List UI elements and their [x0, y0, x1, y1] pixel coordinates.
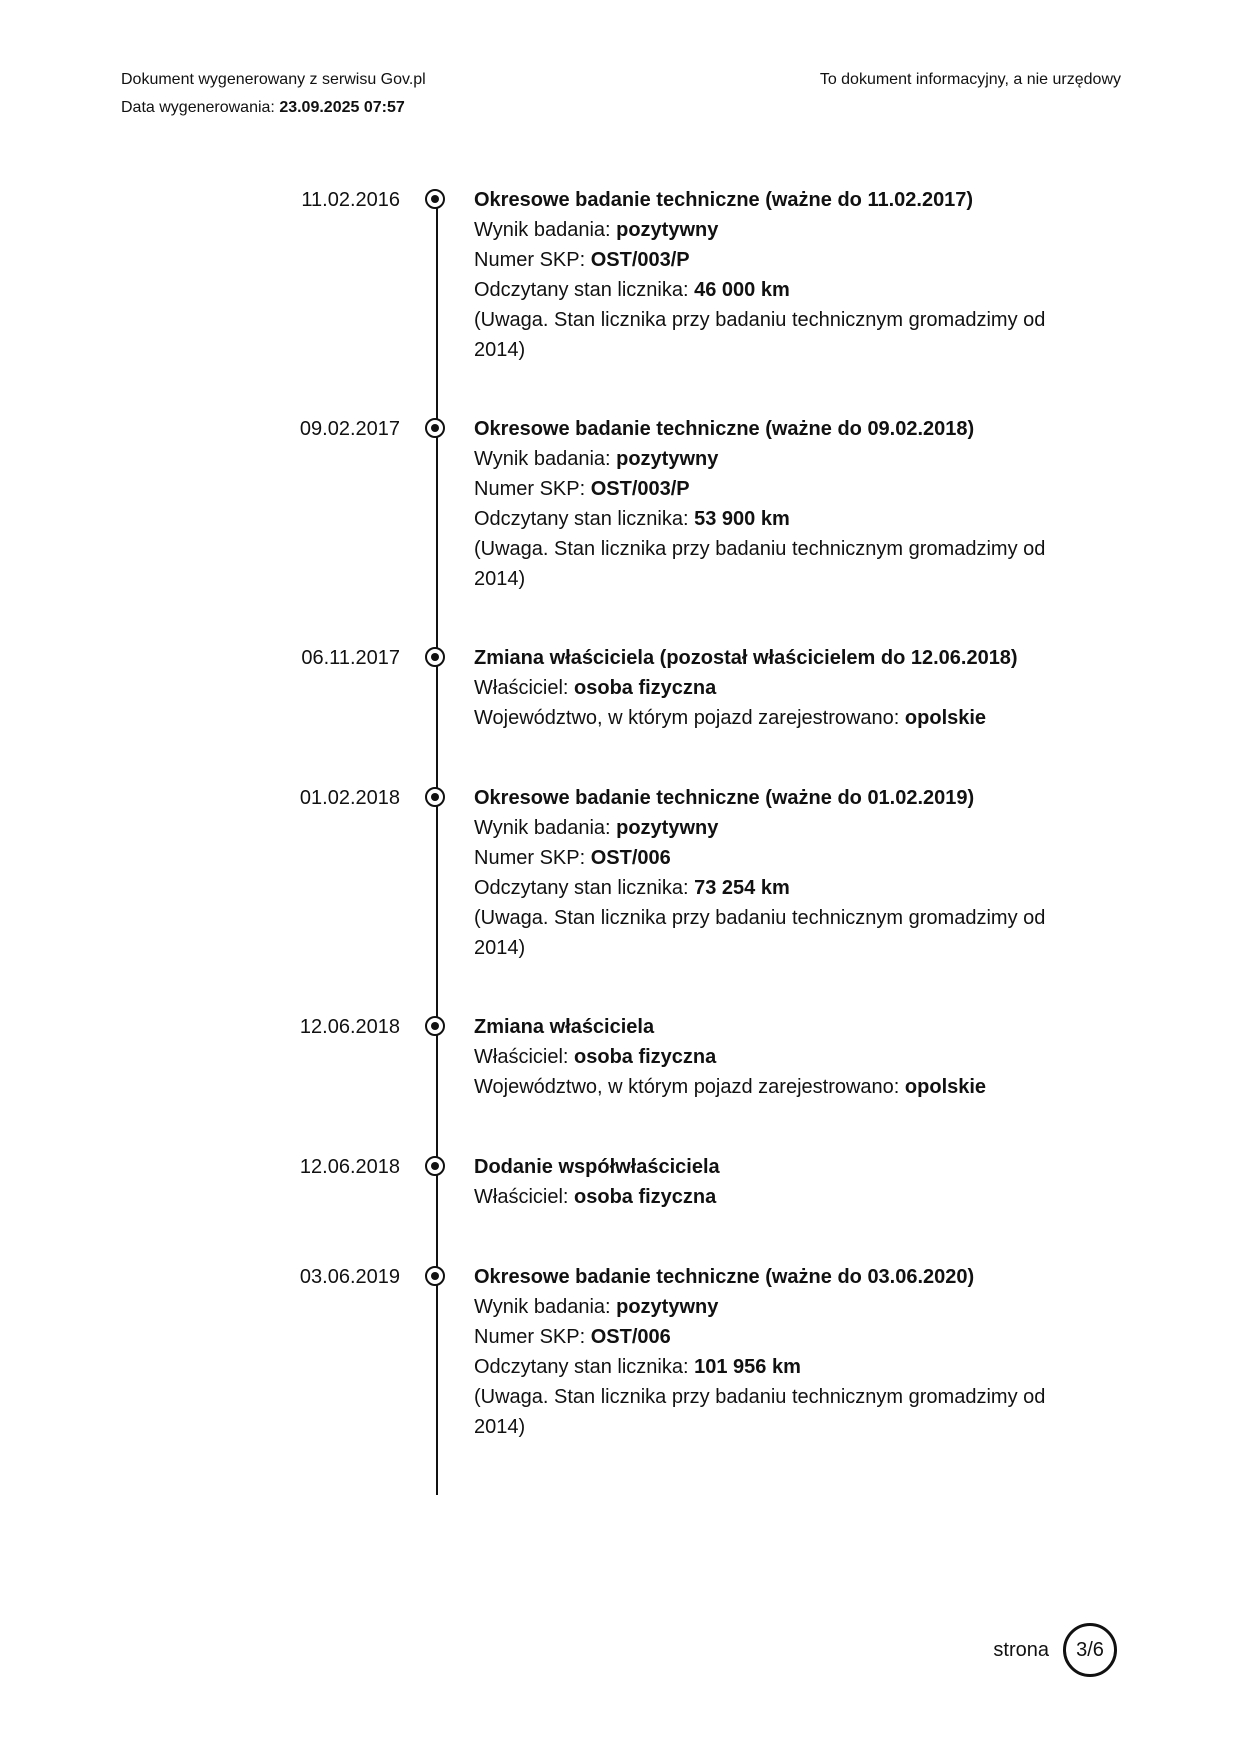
registration-region: Województwo, w którym pojazd zarejestrowano: opolskie [474, 707, 987, 729]
odometer-note: (Uwaga. Stan licznika przy badaniu technicznym gromadzimy od 2014) [474, 538, 1046, 590]
entry-content [474, 783, 1074, 963]
timeline-dot-icon [425, 189, 445, 209]
timeline-dot-icon [425, 418, 445, 438]
odometer-reading: Odczytany stan licznika: 53 900 km [474, 508, 790, 530]
entry-title: Okresowe badanie techniczne (ważne do 03.06.2020) [474, 1266, 975, 1288]
odometer-reading: Odczytany stan licznika: 101 956 km [474, 1356, 801, 1378]
entry-title: Zmiana właściciela (pozostał właścicielem do 12.06.2018) [474, 647, 1018, 669]
entry-date: 12.06.2018 [299, 1156, 400, 1178]
entry-date: 03.06.2019 [299, 1266, 400, 1288]
source-text: Dokument wygenerowany z serwisu Gov.pl [121, 71, 426, 88]
timeline-dot-icon [425, 647, 445, 667]
odometer-reading: Odczytany stan licznika: 73 254 km [474, 877, 790, 899]
owner-type: Właściciel: osoba fizyczna [474, 677, 717, 699]
owner-type: Właściciel: osoba fizyczna [474, 1186, 717, 1208]
entry-content [474, 185, 1074, 365]
entry-title: Okresowe badanie techniczne (ważne do 09.02.2018) [474, 418, 975, 440]
odometer-reading: Odczytany stan licznika: 46 000 km [474, 279, 790, 301]
page-number-badge: 3/6 [1063, 1623, 1117, 1677]
entry-title: Okresowe badanie techniczne (ważne do 01.02.2019) [474, 787, 975, 809]
entry-date: 01.02.2018 [299, 787, 400, 809]
entry-date: 09.02.2017 [299, 418, 400, 440]
entry-content [474, 643, 1074, 733]
inspection-result: Wynik badania: pozytywny [474, 817, 719, 839]
entry-content [474, 1152, 1074, 1212]
skp-number: Numer SKP: OST/003/P [474, 249, 690, 271]
odometer-note: (Uwaga. Stan licznika przy badaniu technicznym gromadzimy od 2014) [474, 907, 1046, 959]
inspection-result: Wynik badania: pozytywny [474, 219, 719, 241]
disclaimer-text: To dokument informacyjny, a nie urzędowy [819, 71, 1121, 88]
entry-title: Dodanie współwłaściciela [474, 1156, 720, 1178]
page-label: strona [993, 1638, 1049, 1661]
generation-date: Data wygenerowania: 23.09.2025 07:57 [121, 99, 405, 116]
entry-date: 12.06.2018 [299, 1016, 400, 1038]
timeline-dot-icon [425, 1156, 445, 1176]
skp-number: Numer SKP: OST/006 [474, 847, 671, 869]
odometer-note: (Uwaga. Stan licznika przy badaniu technicznym gromadzimy od 2014) [474, 1386, 1046, 1438]
owner-type: Właściciel: osoba fizyczna [474, 1046, 717, 1068]
inspection-result: Wynik badania: pozytywny [474, 1296, 719, 1318]
entry-title: Okresowe badanie techniczne (ważne do 11.02.2017) [474, 189, 974, 211]
timeline-dot-icon [425, 1016, 445, 1036]
entry-title: Zmiana właściciela [474, 1016, 655, 1038]
entry-content [474, 1262, 1074, 1442]
skp-number: Numer SKP: OST/006 [474, 1326, 671, 1348]
entry-content [474, 414, 1074, 594]
inspection-result: Wynik badania: pozytywny [474, 448, 719, 470]
timeline-line [436, 198, 438, 1495]
timeline-dot-icon [425, 1266, 445, 1286]
entry-content [474, 1012, 1074, 1102]
registration-region: Województwo, w którym pojazd zarejestrowano: opolskie [474, 1076, 987, 1098]
document-header [121, 70, 426, 118]
entry-date: 11.02.2016 [301, 189, 400, 211]
odometer-note: (Uwaga. Stan licznika przy badaniu technicznym gromadzimy od 2014) [474, 309, 1046, 361]
skp-number: Numer SKP: OST/003/P [474, 478, 690, 500]
entry-date: 06.11.2017 [301, 647, 400, 669]
timeline-dot-icon [425, 787, 445, 807]
page-footer [993, 1623, 1117, 1677]
